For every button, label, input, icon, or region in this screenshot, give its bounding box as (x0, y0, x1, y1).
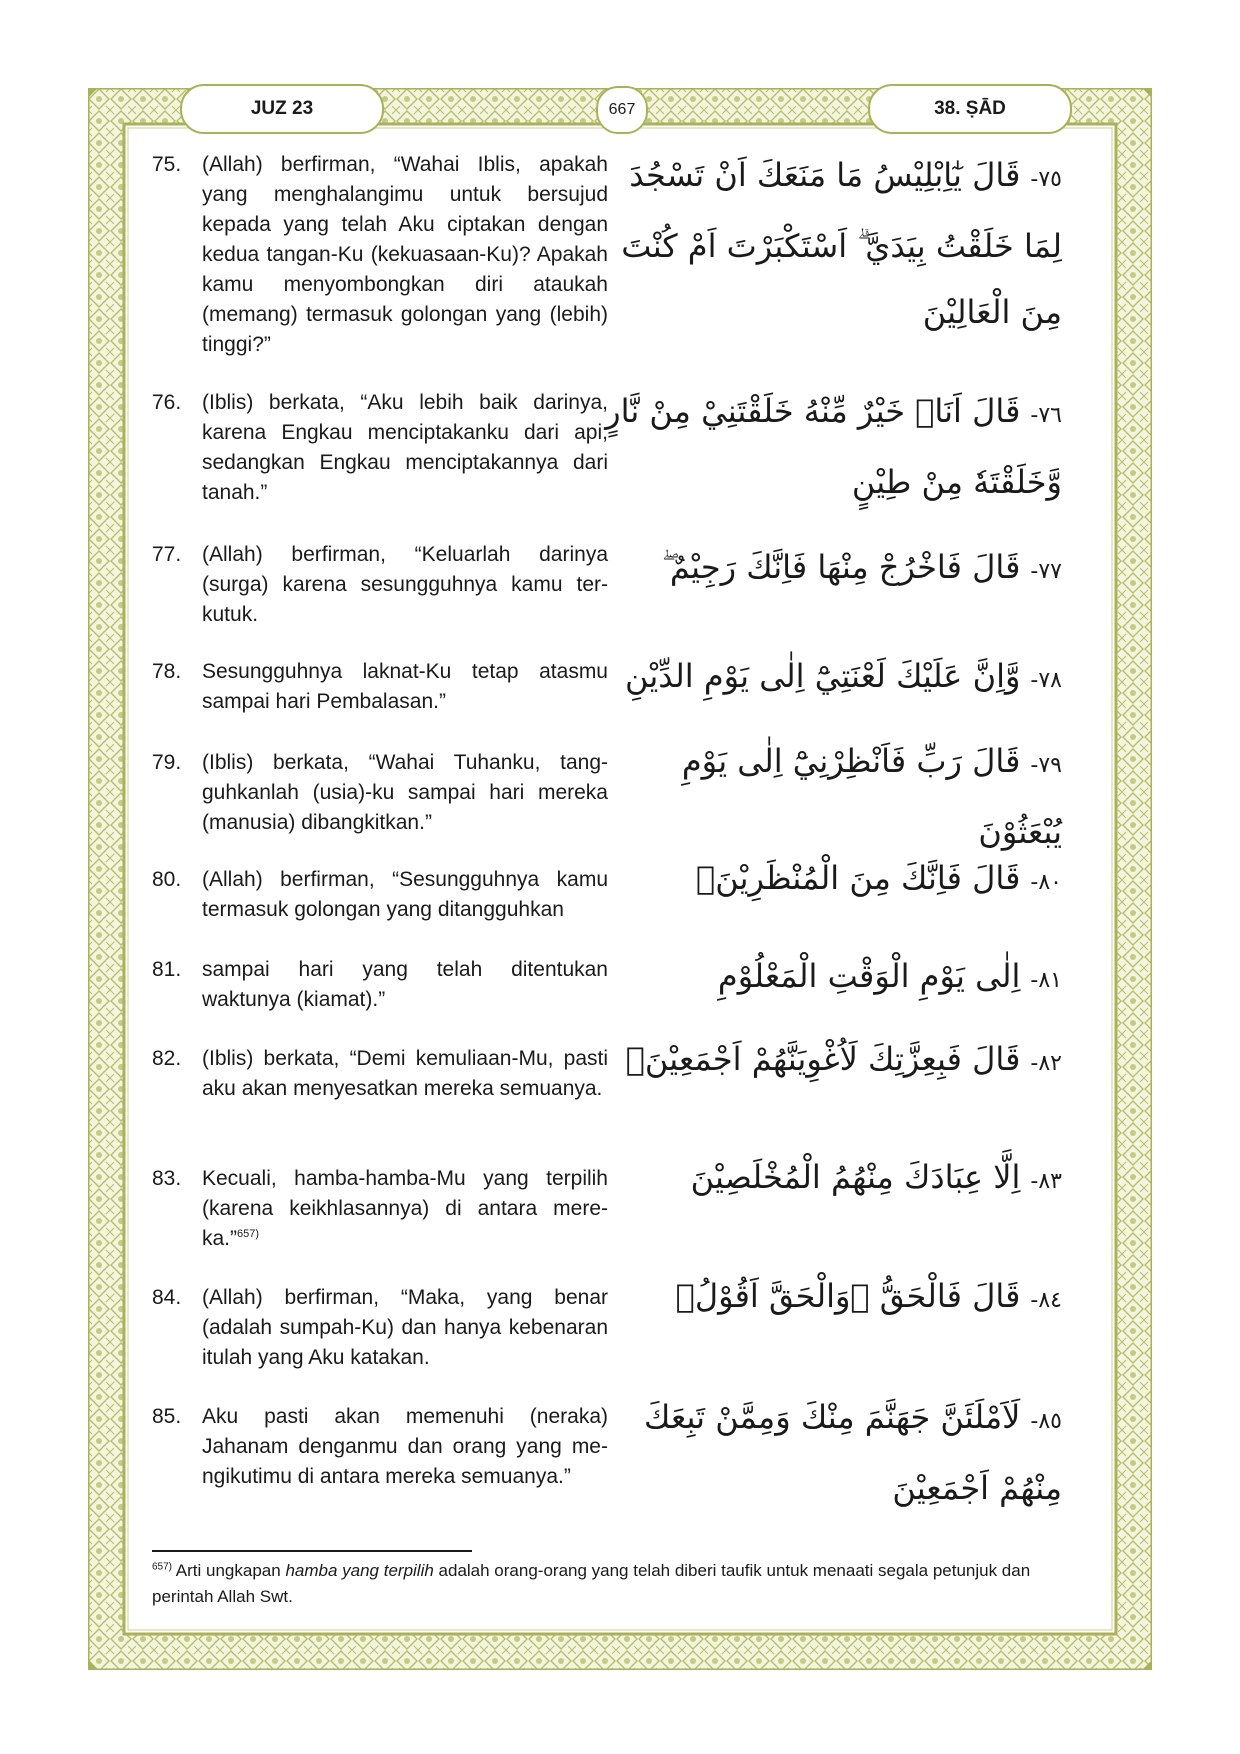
footnote (152, 1558, 1092, 1610)
verse-76 (150, 388, 1090, 528)
translation-text: (Allah) berfirman, “Sesungguhnya kamu termasuk golongan yang ditangguhkan (202, 868, 608, 921)
verse-number: 82. (152, 1047, 182, 1070)
translation-text (202, 1164, 608, 1254)
arabic-text (602, 142, 1062, 345)
verse-83 (150, 1158, 1090, 1254)
arabic-text (602, 643, 1062, 714)
arabic-verse: اِلَّا عِبَادَكَ مِنْهُمُ الْمُخْلَصِيْنَ (690, 1158, 1021, 1196)
arabic-text (602, 378, 1062, 515)
verse-number: 75. (152, 153, 182, 176)
translation (152, 150, 608, 360)
arabic-verse: قَالَ رَبِّ فَاَنْظِرْنِيْٓ اِلٰى يَوْمِ يُبْعَثُوْنَ (681, 742, 1062, 851)
arabic-text (602, 1384, 1062, 1521)
arabic-verse: قَالَ اَنَا۠ خَيْرٌ مِّنْهُ خَلَقْتَنِيْ مِنْ نَّارٍ وَّخَلَقْتَهٗ مِنْ طِيْنٍ (605, 392, 1062, 501)
footnote-ref[interactable]: 657) (237, 1228, 260, 1240)
arabic-verse: لَاَمْلَئَنَّ جَهَنَّمَ مِنْكَ وَمِمَّنْ تَبِعَكَ مِنْهُمْ اَجْمَعِيْنَ (644, 1398, 1062, 1507)
footnote-text-after: adalah orang-orang yang telah diberi taufik untuk menaati segala petunjuk dan perintah Allah Swt. (152, 1561, 1031, 1606)
verse-number: 83. (152, 1167, 182, 1190)
translation-text: sampai hari yang telah ditentukan waktunya (kiamat).” (202, 958, 608, 1011)
arabic-verse-number: ٨٥- (1030, 1409, 1062, 1434)
arabic-verse-number: ٨٣- (1030, 1169, 1062, 1194)
verse-list (150, 130, 1090, 1600)
translation-text: (Allah) berfirman, “Maka, yang benar (adalah sumpah-Ku) dan hanya kebenaran itulah yang Aku katakan. (202, 1286, 608, 1369)
translation-text: (Iblis) berkata, “Wahai Tuhanku, tangguhkanlah (usia)-ku sampai hari mereka (manusia) dibangkitkan.” (202, 751, 608, 834)
arabic-verse: قَالَ فَالْحَقُّ ۖوَالْحَقَّ اَقُوْلُۚ (675, 1277, 1021, 1315)
verse-81 (150, 955, 1090, 1015)
arabic-text (602, 1026, 1062, 1097)
arabic-verse-number: ٧٩- (1030, 753, 1062, 778)
translation-text: (Allah) berfirman, “Keluarlah darinya (surga) karena sesungguhnya kamu terkutuk. (202, 543, 608, 626)
translation (152, 388, 608, 508)
translation (152, 1044, 608, 1104)
translation-text: (Iblis) berkata, “Aku lebih baik darinya, karena Engkau menciptakanku dari api, sedangkan Engkau menciptakannya dari tanah.” (202, 391, 608, 504)
arabic-verse: اِلٰى يَوْمِ الْوَقْتِ الْمَعْلُوْمِ (717, 957, 1021, 995)
arabic-text (602, 845, 1062, 916)
translation (152, 657, 608, 717)
translation-text: (Iblis) berkata, “Demi kemuliaan-Mu, pasti aku akan menyesatkan mereka semuanya. (202, 1047, 608, 1100)
translation (152, 1402, 608, 1492)
footnote-divider (152, 1550, 472, 1552)
translation (152, 1283, 608, 1373)
verse-number: 85. (152, 1405, 182, 1428)
verse-number: 79. (152, 751, 182, 774)
verse-number: 76. (152, 391, 182, 414)
verse-number: 78. (152, 660, 182, 683)
verse-number: 81. (152, 958, 182, 981)
translation (152, 955, 608, 1015)
page-number: 667 (596, 86, 648, 134)
verse-84 (150, 1277, 1090, 1373)
translation-text: Aku pasti akan memenuhi (neraka) Jahanam denganmu dan orang yang mengikutimu di antara mereka semuanya.” (202, 1405, 608, 1488)
arabic-text (602, 1144, 1062, 1215)
arabic-verse: قَالَ فَبِعِزَّتِكَ لَاُغْوِيَنَّهُمْ اَجْمَعِيْنَۙ (625, 1040, 1021, 1078)
arabic-text (602, 943, 1062, 1014)
verse-77 (150, 540, 1090, 630)
arabic-verse-number: ٨١- (1030, 968, 1062, 993)
footnote-text-before: Arti ungkapan (172, 1561, 286, 1580)
verse-78 (150, 657, 1090, 717)
arabic-verse-number: ٨٢- (1030, 1051, 1062, 1076)
arabic-verse-number: ٧٧- (1030, 559, 1062, 584)
translation (152, 865, 608, 925)
arabic-verse: قَالَ فَاِنَّكَ مِنَ الْمُنْظَرِيْنَۙ (696, 859, 1021, 897)
translation-body: Kecuali, hamba-hamba-Mu yang terpilih (karena keikhlasannya) di antara mereka.” (202, 1167, 608, 1250)
arabic-verse-number: ٧٥- (1030, 167, 1062, 192)
arabic-verse: قَالَ يٰٓاِبْلِيْسُ مَا مَنَعَكَ اَنْ تَسْجُدَ لِمَا خَلَقْتُ بِيَدَيَّ ۗ اَسْتَكْبَرْتَ اَمْ كُنْتَ مِنَ الْعَالِيْنَ (621, 156, 1062, 331)
footnote-italic-phrase: hamba yang terpilih (285, 1561, 434, 1580)
verse-79 (150, 742, 1090, 851)
arabic-verse: وَّاِنَّ عَلَيْكَ لَعْنَتِيْٓ اِلٰى يَوْمِ الدِّيْنِ (624, 657, 1021, 695)
juz-label: JUZ 23 (180, 84, 384, 134)
arabic-verse-number: ٨٠- (1030, 870, 1062, 895)
arabic-text (602, 1263, 1062, 1334)
translation-text: Sesungguhnya laknat-Ku tetap atasmu sampai hari Pembalasan.” (202, 660, 608, 713)
translation (152, 748, 608, 838)
verse-number: 77. (152, 543, 182, 566)
verse-75 (150, 150, 1090, 370)
translation (152, 540, 608, 630)
surah-title: 38. ṢĀD (868, 84, 1072, 134)
arabic-verse-number: ٧٨- (1030, 668, 1062, 693)
arabic-verse: قَالَ فَاخْرُجْ مِنْهَا فَاِنَّكَ رَجِيْمٌ ۖ (661, 548, 1021, 586)
translation-text: (Allah) berfirman, “Wahai Iblis, apakah yang menghalangimu untuk bersujud kepada yang telah Aku ciptakan dengan kedua tangan-Ku (kekuasaan-Ku)? Apakah kamu menyombongkan diri ataukah (memang) termasuk golongan yang (lebih) tinggi?” (202, 153, 608, 356)
arabic-verse-number: ٨٤- (1030, 1288, 1062, 1313)
verse-80 (150, 859, 1090, 925)
arabic-verse-number: ٧٦- (1030, 403, 1062, 428)
verse-82 (150, 1040, 1090, 1134)
translation (152, 1164, 608, 1254)
verse-number: 84. (152, 1286, 182, 1309)
verse-number: 80. (152, 868, 182, 891)
verse-85 (150, 1398, 1090, 1522)
footnote-marker: 657) (152, 1561, 173, 1573)
arabic-text (602, 534, 1062, 605)
